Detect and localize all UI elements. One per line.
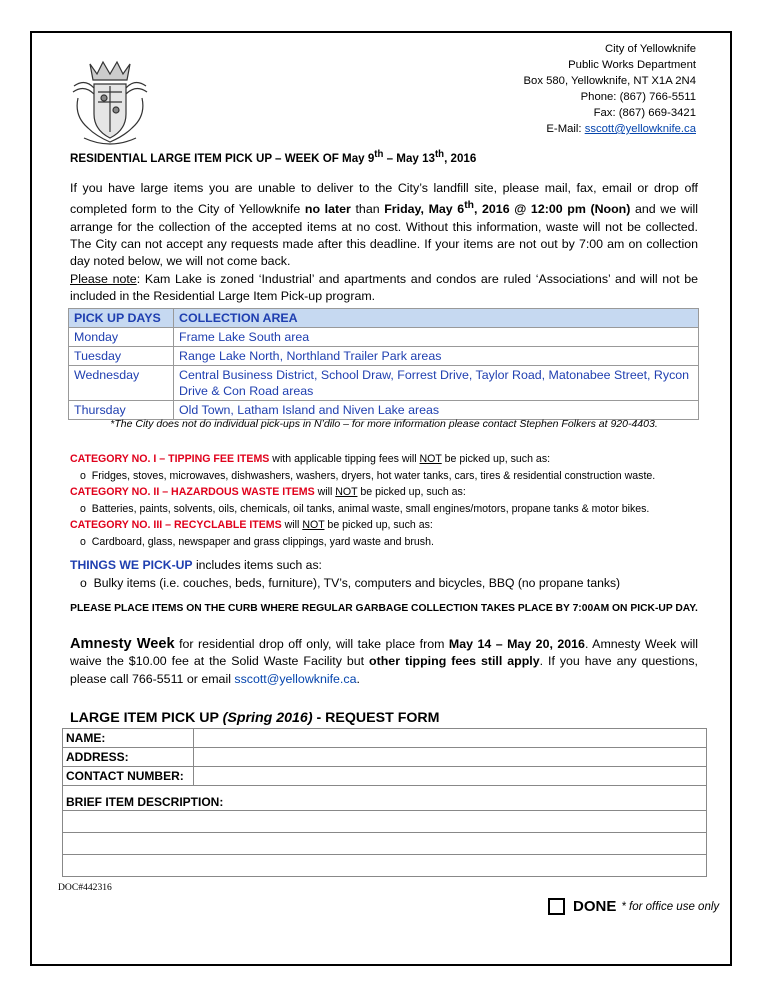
city-crest-logo bbox=[70, 58, 150, 148]
done-checkbox[interactable] bbox=[548, 898, 565, 915]
contact-field[interactable] bbox=[194, 767, 707, 786]
category-items bbox=[70, 534, 710, 551]
done-note: * for office use only bbox=[621, 900, 720, 913]
form-row bbox=[63, 811, 707, 833]
done-checkbox-area bbox=[548, 898, 719, 915]
schedule-row bbox=[69, 401, 699, 420]
form-row bbox=[63, 767, 707, 786]
schedule-day: Wednesday bbox=[69, 366, 174, 401]
schedule-day: Monday bbox=[69, 328, 174, 347]
things-we-pick-up bbox=[70, 556, 620, 592]
doc-number: DOC#442316 bbox=[58, 882, 112, 893]
category-desc: will bbox=[314, 486, 336, 498]
form-title-a: LARGE ITEM PICK UP bbox=[70, 710, 223, 726]
intro-text-3: and we will arrange for the collection of the accepted items at no cost. Without this information, waste will not be collected. The City can not accept any requests made after this deadline. If your items are not out by 7:00 am on collection day noted below, we will not come back. bbox=[70, 202, 698, 269]
title-sup-1: th bbox=[374, 149, 384, 160]
schedule-row bbox=[69, 328, 699, 347]
bullet-icon: o bbox=[80, 576, 94, 590]
email-label: E-Mail: bbox=[546, 123, 585, 135]
amnesty-email-link[interactable]: sscott@yellowknife.ca bbox=[234, 671, 357, 686]
form-title bbox=[70, 710, 439, 726]
schedule-day: Thursday bbox=[69, 401, 174, 420]
intro-text-2: than bbox=[350, 202, 385, 217]
title-prefix: RESIDENTIAL LARGE ITEM PICK UP – WEEK OF May 9 bbox=[70, 151, 375, 165]
city-address-block bbox=[524, 41, 697, 137]
header-pickup-days: PICK UP DAYS bbox=[69, 309, 174, 328]
request-form-table bbox=[62, 728, 707, 877]
form-row bbox=[63, 833, 707, 855]
category-not: NOT bbox=[419, 453, 442, 465]
intro-deadline: Friday, May 6 bbox=[384, 202, 465, 217]
category-heading bbox=[70, 451, 710, 468]
intro-deadline-time: , 2016 @ 12:00 pm (Noon) bbox=[473, 202, 631, 217]
category-label: CATEGORY NO. III – RECYCLABLE ITEMS bbox=[70, 519, 282, 531]
schedule-row bbox=[69, 366, 699, 401]
category-label: CATEGORY NO. I – TIPPING FEE ITEMS bbox=[70, 453, 270, 465]
title-mid: – May 13 bbox=[383, 151, 435, 165]
things-items-text: Bulky items (i.e. couches, beds, furniture), TV’s, computers and bicycles, BBQ (no propane tanks) bbox=[93, 576, 621, 590]
category-label: CATEGORY NO. II – HAZARDOUS WASTE ITEMS bbox=[70, 486, 315, 498]
category-heading bbox=[70, 484, 710, 501]
form-row bbox=[63, 855, 707, 877]
schedule-area: Central Business District, School Draw, Forrest Drive, Taylor Road, Matonabee Street, Rycon Drive & Con Road areas bbox=[174, 366, 699, 401]
intro-text-1: If you have large items you are unable to deliver to the City’s landfill site, please mail, fax, email or drop off completed form to the City of Yellowknife bbox=[70, 181, 698, 217]
phone-number: Phone: (867) 766-5511 bbox=[580, 91, 696, 103]
schedule-day: Tuesday bbox=[69, 347, 174, 366]
city-name: City of Yellowknife bbox=[604, 43, 696, 55]
name-field[interactable] bbox=[194, 729, 707, 748]
things-heading bbox=[70, 556, 620, 574]
category-desc: with applicable tipping fees will bbox=[269, 453, 420, 465]
bullet-icon: o bbox=[80, 469, 92, 482]
fax-number: Fax: (867) 669-3421 bbox=[593, 107, 696, 119]
contact-label: CONTACT NUMBER: bbox=[63, 767, 194, 786]
amnesty-text-1: for residential drop off only, will take place from bbox=[174, 637, 449, 651]
schedule-area: Range Lake North, Northland Trailer Park areas bbox=[174, 347, 699, 366]
done-label: DONE bbox=[573, 898, 617, 915]
curb-notice: PLEASE PLACE ITEMS ON THE CURB WHERE REGULAR GARBAGE COLLECTION TAKES PLACE BY 7:00AM ON PICK-UP DAY. bbox=[70, 603, 698, 614]
category-items-text: Batteries, paints, solvents, oils, chemicals, oil tanks, animal waste, small engines/motors, propane tanks & motor bikes. bbox=[91, 502, 650, 515]
form-row bbox=[63, 748, 707, 767]
title-suffix: , 2016 bbox=[444, 151, 477, 165]
amnesty-dates: May 14 – May 20, 2016 bbox=[448, 637, 585, 651]
department-name: Public Works Department bbox=[568, 59, 696, 71]
schedule-header-row bbox=[69, 309, 699, 328]
schedule-area: Old Town, Latham Island and Niven Lake areas bbox=[174, 401, 699, 420]
category-items-text: Fridges, stoves, microwaves, dishwashers, washers, dryers, hot water tanks, cars, tires & residential construction waste. bbox=[91, 469, 656, 482]
intro-no-later: no later bbox=[304, 202, 351, 217]
header-collection-area: COLLECTION AREA bbox=[174, 309, 699, 328]
title-sup-2: th bbox=[434, 149, 445, 160]
amnesty-text-3: . If you have any questions, please call 766-5511 or email bbox=[70, 654, 698, 686]
note-label: Please note bbox=[70, 271, 137, 286]
category-desc: will bbox=[281, 519, 303, 531]
schedule-row bbox=[69, 347, 699, 366]
amnesty-paragraph bbox=[70, 636, 698, 688]
description-field[interactable] bbox=[63, 833, 707, 855]
things-items bbox=[70, 574, 620, 592]
category-not: NOT bbox=[335, 486, 358, 498]
bullet-icon: o bbox=[80, 535, 92, 548]
category-not: NOT bbox=[302, 519, 325, 531]
things-label: THINGS WE PICK-UP bbox=[70, 558, 193, 572]
postal-address: Box 580, Yellowknife, NT X1A 2N4 bbox=[523, 75, 696, 87]
amnesty-text-2: . Amnesty Week will waive the $10.00 fee at the Solid Waste Facility but bbox=[70, 637, 698, 669]
name-label: NAME: bbox=[63, 729, 194, 748]
address-field[interactable] bbox=[194, 748, 707, 767]
category-items bbox=[70, 468, 710, 485]
category-items-text: Cardboard, glass, newspaper and grass clippings, yard waste and brush. bbox=[91, 535, 434, 548]
description-field[interactable] bbox=[63, 811, 707, 833]
ndilo-note: *The City does not do individual pick-ups in N’dilo – for more information please contact Stephen Folkers at 920-4403. bbox=[110, 418, 658, 430]
bullet-icon: o bbox=[80, 502, 92, 515]
intro-deadline-sup: th bbox=[464, 200, 474, 212]
category-desc-end: be picked up, such as: bbox=[357, 486, 466, 498]
category-desc-end: be picked up, such as: bbox=[324, 519, 433, 531]
form-title-season: (Spring 2016) bbox=[222, 710, 313, 726]
amnesty-label: Amnesty Week bbox=[70, 636, 175, 652]
email-line bbox=[524, 121, 697, 137]
page-title bbox=[70, 149, 476, 165]
intro-paragraph bbox=[70, 180, 698, 305]
categories-list bbox=[70, 451, 710, 550]
pickup-schedule-table bbox=[68, 308, 699, 420]
schedule-area: Frame Lake South area bbox=[174, 328, 699, 347]
things-desc: includes items such as: bbox=[192, 558, 322, 572]
description-label: BRIEF ITEM DESCRIPTION: bbox=[63, 786, 707, 811]
note-text: : Kam Lake is zoned ‘Industrial’ and apartments and condos are ruled ‘Associations’ and will not be included in the Residential Large Item Pick-up program. bbox=[70, 271, 698, 303]
email-link[interactable]: sscott@yellowknife.ca bbox=[584, 123, 696, 135]
form-title-c: - REQUEST FORM bbox=[312, 710, 440, 726]
amnesty-text-4: . bbox=[356, 671, 360, 686]
category-items bbox=[70, 501, 710, 518]
form-row bbox=[63, 786, 707, 811]
description-field[interactable] bbox=[63, 855, 707, 877]
form-row bbox=[63, 729, 707, 748]
address-label: ADDRESS: bbox=[63, 748, 194, 767]
amnesty-other-fees: other tipping fees still apply bbox=[369, 654, 540, 669]
category-heading bbox=[70, 517, 710, 534]
category-desc-end: be picked up, such as: bbox=[441, 453, 551, 465]
